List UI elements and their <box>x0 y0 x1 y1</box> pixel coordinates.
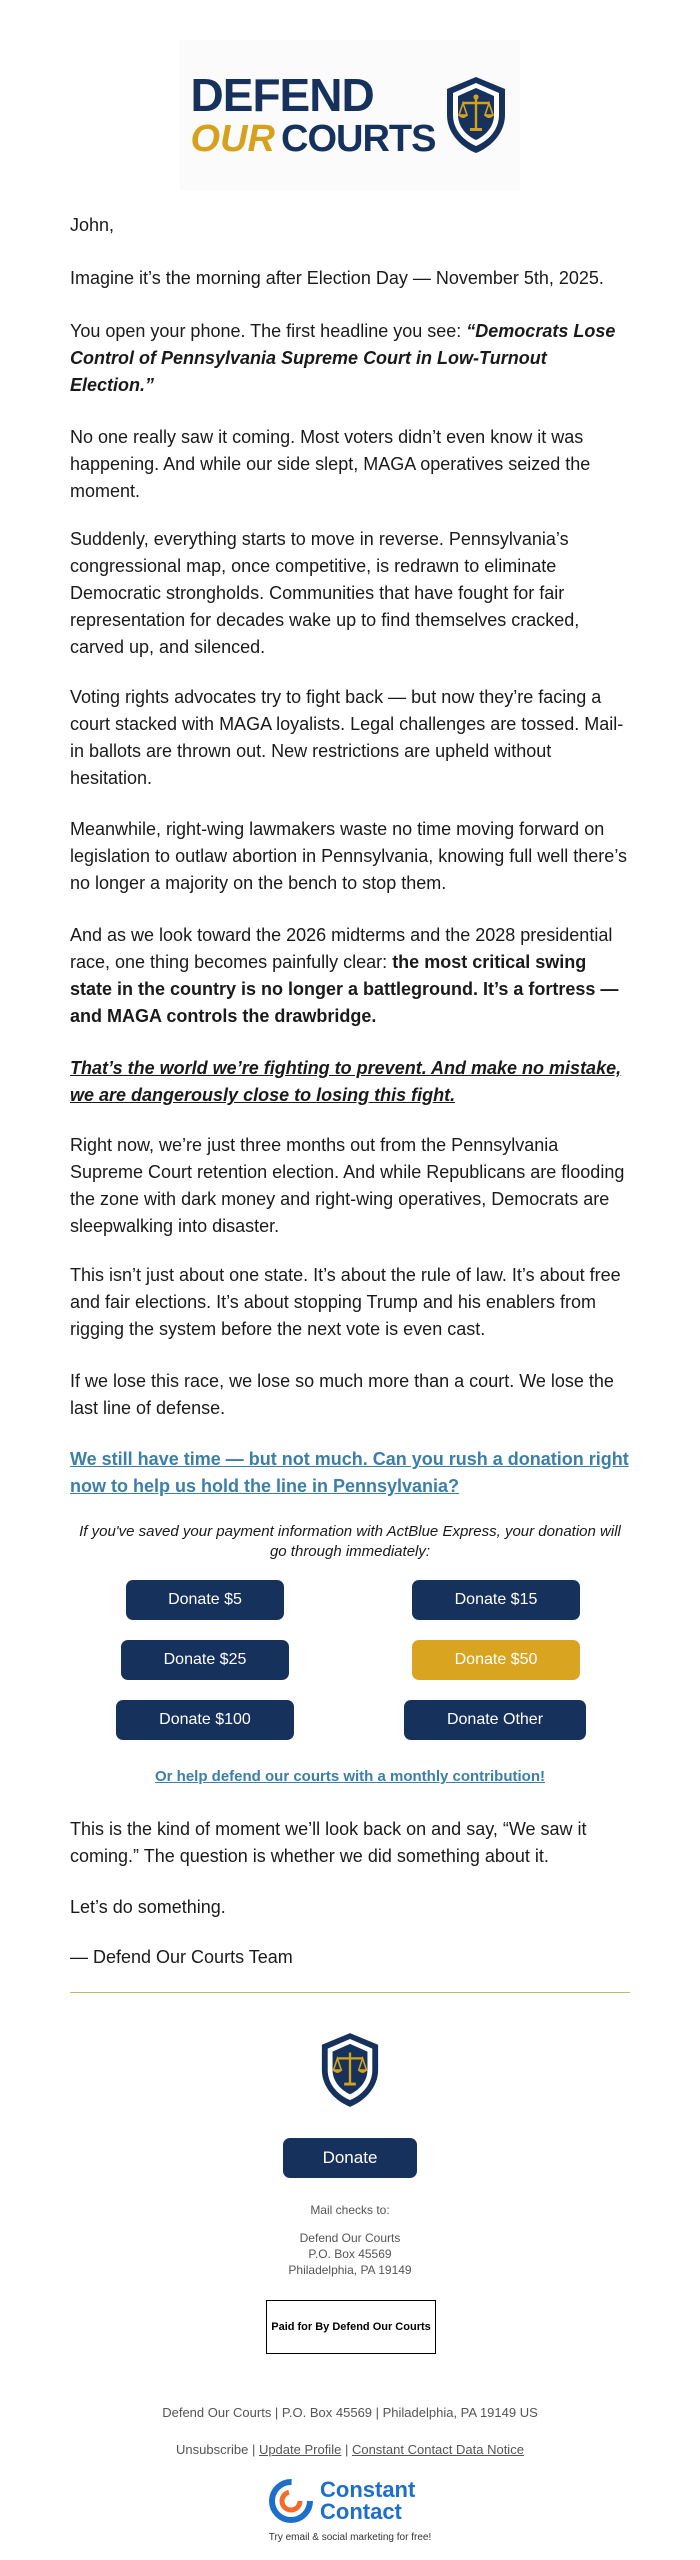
header-logo[interactable] <box>180 40 520 190</box>
donation-cta-link[interactable]: We still have time — but not much. Can you rush a donation right now to help us hold the line in Pennsylvania? <box>70 1449 629 1496</box>
donate-other-button[interactable]: Donate Other <box>404 1700 586 1740</box>
footer-links: Unsubscribe | Update Profile | Constant Contact Data Notice <box>176 2442 524 2457</box>
constant-contact-mark-icon <box>268 2478 314 2524</box>
mail-city: Philadelphia, PA 19149 <box>288 2263 412 2277</box>
data-notice-link[interactable]: Constant Contact Data Notice <box>351 2442 524 2457</box>
footer-donate-button[interactable]: Donate <box>283 2138 417 2178</box>
constant-contact-logo[interactable] <box>268 2476 438 2526</box>
monthly-contribution-link[interactable]: Or help defend our courts with a monthly contribution! <box>155 1768 545 1785</box>
paragraph-1: Imagine it’s the morning after Election Day — November 5th, 2025. <box>70 268 604 288</box>
closing-paragraph: This is the kind of moment we’ll look back on and say, “We saw it coming.” The question is whether we did something about it. <box>70 1819 587 1866</box>
paragraph-7-lead: And as we look toward the 2026 midterms and the 2028 presidential race, one thing becomes painfully clear: <box>70 925 613 972</box>
scales-shield-icon <box>443 75 509 155</box>
paragraph-2 <box>70 318 630 399</box>
paragraph-6: Meanwhile, right-wing lawmakers waste no time moving forward on legislation to outlaw abortion in Pennsylvania, knowing full well there’s no longer a majority on the bench to stop them. <box>70 819 627 893</box>
paragraph-8-emphasis: That’s the world we’re fighting to prevent. And make no mistake, we are dangerously close to losing this fight. <box>70 1058 622 1105</box>
donate-100-button[interactable]: Donate $100 <box>116 1700 294 1740</box>
paragraph-9: Right now, we’re just three months out from the Pennsylvania Supreme Court retention election. And while Republicans are flooding the zone with dark money and right-wing operatives, Democrats are sleepwalking into disaster. <box>70 1135 625 1236</box>
donate-5-button[interactable]: Donate $5 <box>126 1580 284 1620</box>
logo-wordmark <box>190 69 436 160</box>
donate-15-button[interactable]: Donate $15 <box>412 1580 580 1620</box>
donate-25-button[interactable]: Donate $25 <box>121 1640 289 1680</box>
paragraph-5: Voting rights advocates try to fight back — but now they’re facing a court stacked with MAGA loyalists. Legal challenges are tossed. Mail-in ballots are thrown out. New restrictions are upheld without hesitation. <box>70 687 624 788</box>
paragraph-10: This isn’t just about one state. It’s about the rule of law. It’s about free and fair elections. It’s about stopping Trump and his enablers from rigging the system before the next vote is even cast. <box>70 1265 621 1339</box>
logo-word-our: OUR <box>190 118 275 160</box>
actblue-express-note: If you've saved your payment information with ActBlue Express, your donation will go through immediately: <box>79 1523 621 1560</box>
paragraph-11: If we lose this race, we lose so much more than a court. We lose the last line of defense. <box>70 1371 614 1418</box>
update-profile-link[interactable]: Update Profile <box>258 2442 342 2457</box>
gold-divider <box>70 1992 630 1993</box>
paragraph-3: No one really saw it coming. Most voters didn’t even know it was happening. And while our side slept, MAGA operatives seized the moment. <box>70 427 591 501</box>
paragraph-7 <box>70 922 630 1030</box>
mail-org: Defend Our Courts <box>299 2231 401 2245</box>
cc-word-constant: Constant <box>320 2477 416 2502</box>
cc-word-contact: Contact <box>320 2499 402 2524</box>
paragraph-4: Suddenly, everything starts to move in reverse. Pennsylvania’s congressional map, once competitive, is redrawn to eliminate Democratic strongholds. Communities that have fought for fair representation for decades wake up to find themselves cracked, carved up, and silenced. <box>70 529 580 657</box>
headline-quote: “Democrats Lose Control of Pennsylvania Supreme Court in Low-Turnout Election.” <box>70 321 616 395</box>
unsubscribe-link[interactable]: Unsubscribe <box>176 2442 249 2457</box>
paragraph-2-lead: You open your phone. The first headline you see: <box>70 321 467 341</box>
mail-po-box: P.O. Box 45569 <box>308 2247 392 2261</box>
paid-for-disclaimer: Paid for By Defend Our Courts <box>266 2300 436 2354</box>
donate-50-button[interactable]: Donate $50 <box>412 1640 580 1680</box>
constant-contact-tagline[interactable]: Try email & social marketing for free! <box>268 2532 432 2543</box>
closing-call: Let’s do something. <box>70 1897 226 1917</box>
greeting: John, <box>70 215 115 235</box>
footer-shield-icon <box>318 2030 382 2110</box>
logo-word-courts: COURTS <box>281 118 436 160</box>
signature: — Defend Our Courts Team <box>70 1947 293 1967</box>
mail-checks-label: Mail checks to: <box>310 2203 390 2217</box>
footer-address: Defend Our Courts | P.O. Box 45569 | Philadelphia, PA 19149 US <box>162 2405 538 2420</box>
logo-line-defend: DEFEND <box>190 69 374 121</box>
paragraph-7-bold: the most critical swing state in the country is no longer a battleground. It’s a fortress — and MAGA controls the drawbridge. <box>70 952 619 1026</box>
